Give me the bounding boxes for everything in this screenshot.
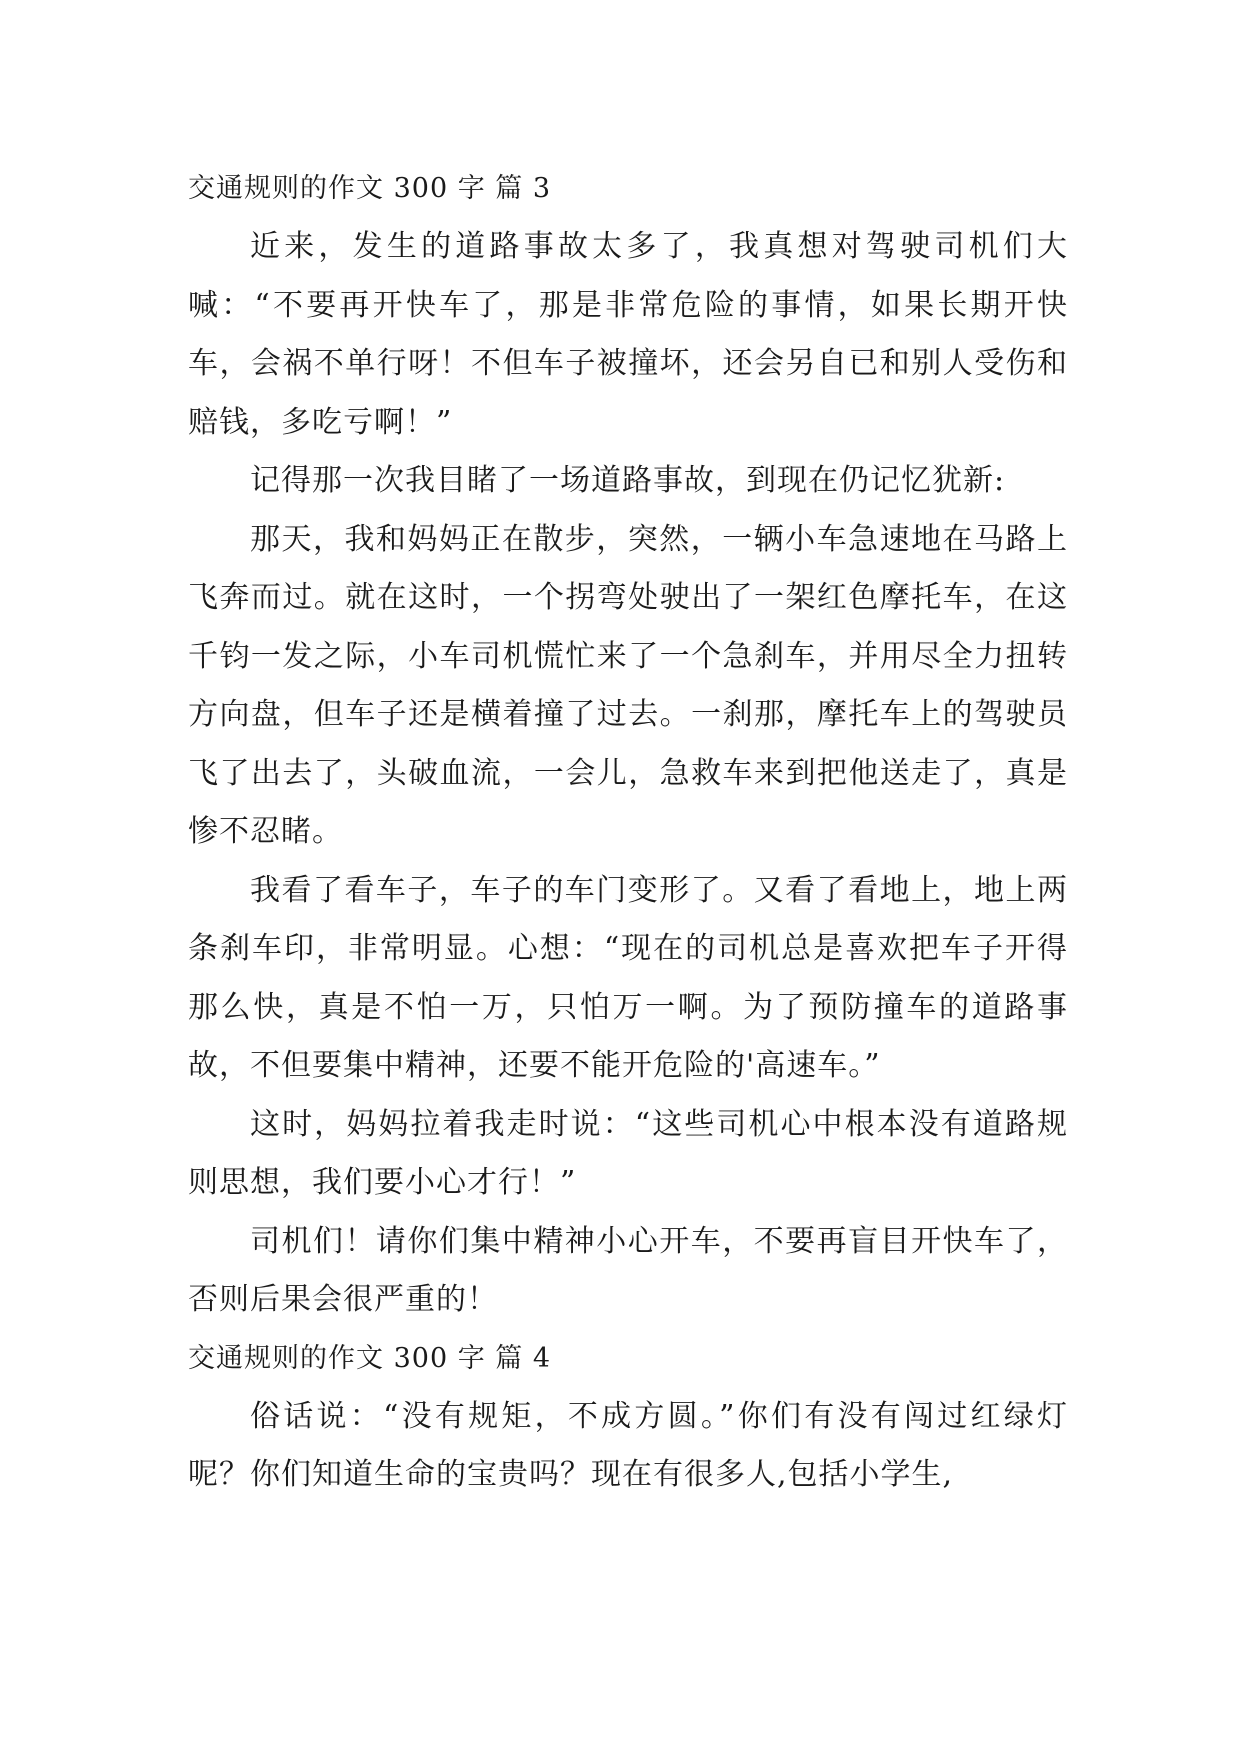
paragraph: 司机们！请你们集中精神小心开车，不要再盲目开快车了，否则后果会很严重的！	[188, 1223, 1068, 1317]
paragraph: 我看了看车子，车子的车门变形了。又看了看地上，地上两条刹车印，非常明显。心想：“现在的司机总是喜欢把车子开得那么快，真是不怕一万，只怕万一啊。为了预防撞车的道路事故，不但要集中精神，还要不能开危险的'高速车。”	[188, 872, 1068, 1083]
paragraph: 俗话说：“没有规矩，不成方圆。”你们有没有闯过红绿灯呢？你们知道生命的宝贵吗？现在有很多人,包括小学生,	[188, 1398, 1068, 1492]
paragraph: 近来，发生的道路事故太多了，我真想对驾驶司机们大喊：“不要再开快车了，那是非常危险的事情，如果长期开快车，会祸不单行呀！不但车子被撞坏，还会另自已和别人受伤和赔钱，多吃亏啊！”	[188, 229, 1068, 440]
paragraph: 这时，妈妈拉着我走时说：“这些司机心中根本没有道路规则思想，我们要小心才行！”	[188, 1106, 1068, 1200]
paragraph: 那天，我和妈妈正在散步，突然，一辆小车急速地在马路上飞奔而过。就在这时，一个拐弯处驶出了一架红色摩托车，在这千钧一发之际，小车司机慌忙来了一个急刹车，并用尽全力扭转方向盘，但车子还是横着撞了过去。一刹那，摩托车上的驾驶员飞了出去了，头破血流，一会儿，急救车来到把他送走了，真是惨不忍睹。	[188, 521, 1068, 849]
essay-title-3: 交通规则的作文 300 字 篇 3	[188, 173, 552, 204]
document-body	[188, 160, 1068, 1505]
paragraph: 记得那一次我目睹了一场道路事故，到现在仍记忆犹新:	[250, 463, 1006, 498]
essay-title-4: 交通规则的作文 300 字 篇 4	[188, 1342, 552, 1374]
